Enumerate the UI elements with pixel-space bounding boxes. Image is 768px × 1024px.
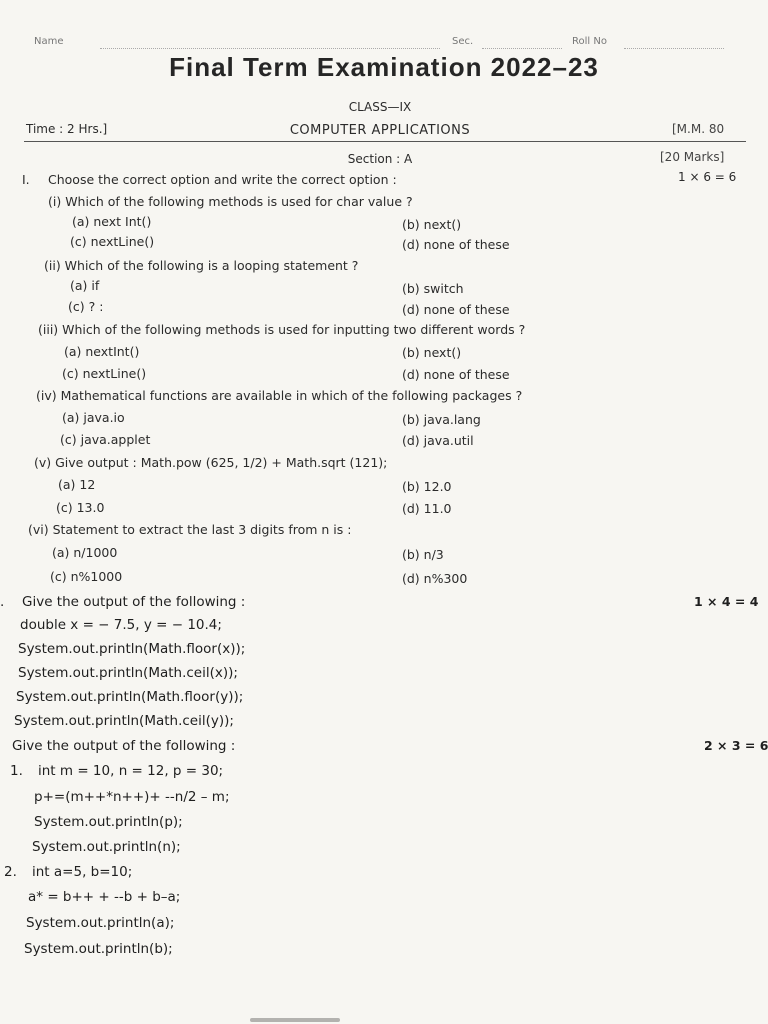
option-c: (c) nextLine() — [70, 234, 155, 249]
code-line: System.out.println(Math.ceil(x)); — [18, 665, 238, 681]
exam-title: Final Term Examination 2022–23 — [169, 52, 599, 82]
max-marks: [M.M. 80 — [672, 122, 725, 136]
code-line: System.out.println(Math.floor(y)); — [16, 689, 244, 705]
sub-question-stem: (v) Give output : Math.pow (625, 1/2) + Math.sqrt (121); — [34, 455, 388, 470]
question-text: Give the output of the following : — [22, 594, 246, 610]
code-line: int a=5, b=10; — [32, 864, 133, 880]
option-a: (a) n/1000 — [52, 545, 118, 560]
question-text: Give the output of the following : — [12, 738, 236, 754]
question-marks: 1 × 4 = 4 — [694, 594, 759, 609]
part-number: 1. — [10, 763, 23, 779]
sub-question-stem: (ii) Which of the following is a looping statement ? — [44, 258, 359, 273]
code-line: System.out.println(a); — [26, 915, 175, 931]
code-line: System.out.println(n); — [32, 839, 181, 855]
option-d: (d) java.util — [402, 433, 474, 448]
question-number: . — [0, 594, 5, 610]
code-line: System.out.println(Math.ceil(y)); — [14, 713, 234, 729]
sub-question-stem: (iv) Mathematical functions are available in which of the following packages ? — [36, 388, 523, 403]
header-divider — [24, 141, 746, 142]
sec-blank-line — [482, 47, 562, 49]
section-marks: [20 Marks] — [660, 150, 725, 164]
page-edge-smudge — [250, 1018, 340, 1022]
option-b: (b) switch — [402, 281, 464, 296]
option-a: (a) if — [70, 278, 100, 293]
roll-blank-line — [624, 47, 724, 49]
option-b: (b) next() — [402, 217, 462, 232]
option-d: (d) n%300 — [402, 571, 468, 586]
option-b: (b) n/3 — [402, 547, 444, 562]
section-heading: Section : A — [347, 152, 413, 166]
part-number: 2. — [4, 864, 17, 880]
subject-name: COMPUTER APPLICATIONS — [289, 123, 471, 138]
option-a: (a) 12 — [58, 477, 96, 492]
option-a: (a) next Int() — [72, 214, 152, 229]
option-b: (b) java.lang — [402, 412, 481, 427]
question-number: I. — [22, 172, 30, 187]
question-marks: 1 × 6 = 6 — [678, 170, 737, 184]
option-b: (b) 12.0 — [402, 479, 452, 494]
code-line: p+=(m++*n++)+ --n/2 – m; — [34, 789, 230, 805]
sec-label: Sec. — [452, 36, 474, 47]
option-d: (d) 11.0 — [402, 501, 452, 516]
option-a: (a) java.io — [62, 410, 125, 425]
roll-label: Roll No — [572, 36, 607, 47]
sub-question-stem: (iii) Which of the following methods is used for inputting two different words ? — [38, 322, 526, 337]
code-line: int m = 10, n = 12, p = 30; — [38, 763, 224, 779]
option-c: (c) nextLine() — [62, 366, 147, 381]
option-d: (d) none of these — [402, 302, 510, 317]
class-line: CLASS—IX — [348, 100, 412, 114]
code-line: double x = − 7.5, y = − 10.4; — [20, 617, 222, 633]
option-c: (c) 13.0 — [56, 500, 105, 515]
option-d: (d) none of these — [402, 237, 510, 252]
option-d: (d) none of these — [402, 367, 510, 382]
option-c: (c) java.applet — [60, 432, 151, 447]
question-marks: 2 × 3 = 6 — [704, 738, 768, 753]
code-line: System.out.println(p); — [34, 814, 183, 830]
option-c: (c) ? : — [68, 299, 104, 314]
time-allowed: Time : 2 Hrs.] — [26, 122, 108, 136]
sub-question-stem: (vi) Statement to extract the last 3 digits from n is : — [28, 522, 352, 537]
option-a: (a) nextInt() — [64, 344, 140, 359]
option-c: (c) n%1000 — [50, 569, 123, 584]
code-line: a* = b++ + --b + b–a; — [28, 889, 181, 905]
name-label: Name — [34, 36, 64, 47]
question-text: Choose the correct option and write the correct option : — [48, 172, 397, 187]
option-b: (b) next() — [402, 345, 462, 360]
name-blank-line — [100, 47, 440, 49]
code-line: System.out.println(b); — [24, 941, 173, 957]
code-line: System.out.println(Math.floor(x)); — [18, 641, 246, 657]
sub-question-stem: (i) Which of the following methods is used for char value ? — [48, 194, 413, 209]
